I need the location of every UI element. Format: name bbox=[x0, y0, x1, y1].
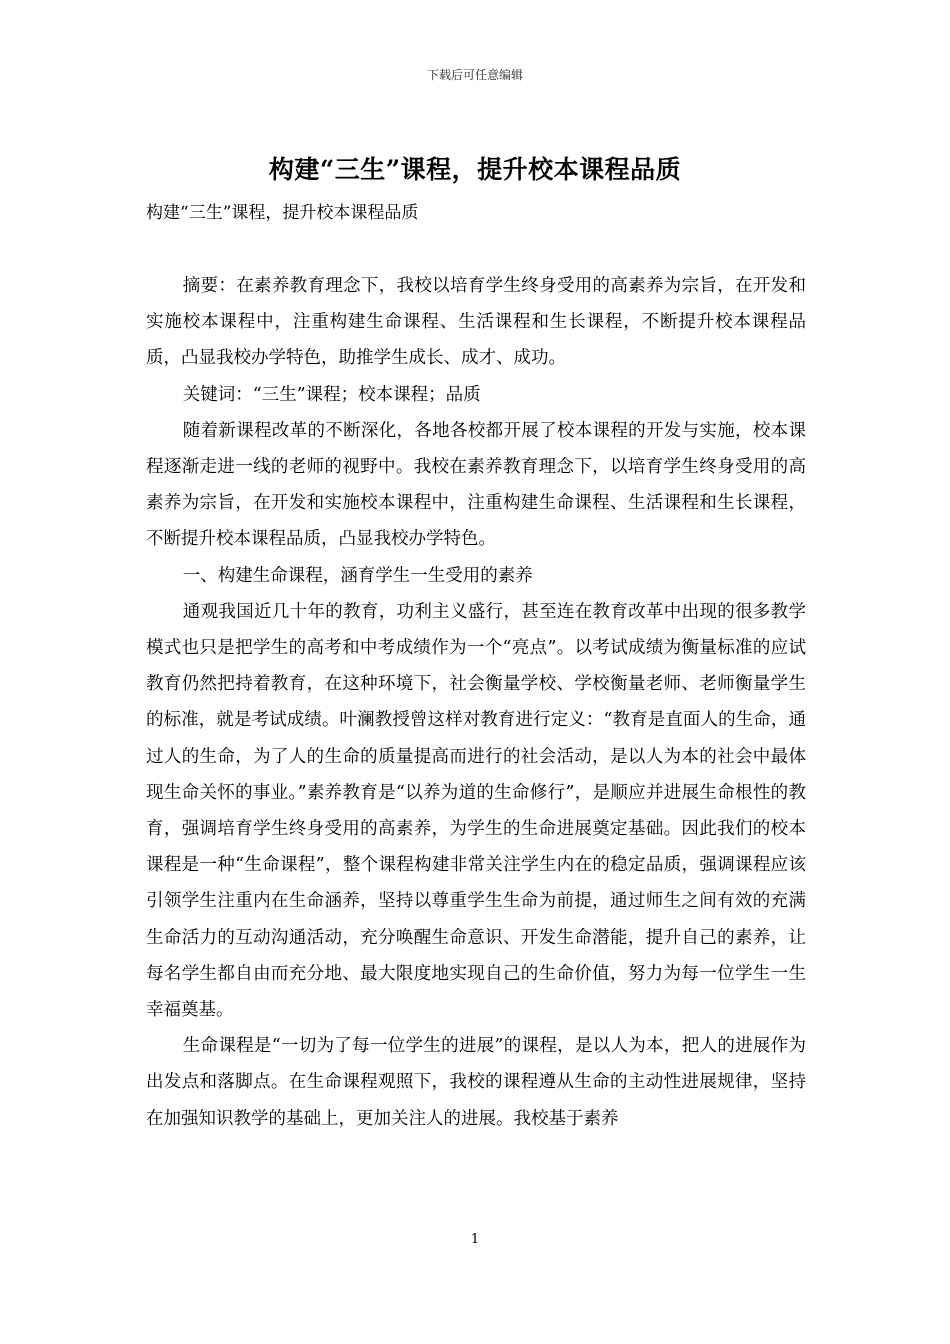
document-title: 构建“三生”课程，提升校本课程品质 bbox=[268, 155, 682, 184]
section-heading: 一、构建生命课程，涵育学生一生受用的素养 bbox=[182, 565, 533, 586]
page-number: 1 bbox=[470, 1232, 480, 1247]
body-text bbox=[146, 268, 806, 1137]
keywords-paragraph: 关键词：“三生”课程；校本课程；品质 bbox=[182, 384, 481, 405]
abstract-paragraph: 摘要：在素养教育理念下，我校以培育学生终身受用的高素养为宗旨，在开发和实施校本课程中，注重构建生命课程、生活课程和生长课程，不断提升校本课程品质，凸显我校办学特色，助推学生成长、成才、成功。 bbox=[146, 276, 806, 369]
body-paragraph: 生命课程是“一切为了每一位学生的进展”的课程，是以人为本，把人的进展作为出发点和落脚点。在生命课程观照下，我校的课程遵从生命的主动性进展规律，坚持在加强知识教学的基础上，更加关注人的进展。我校基于素养 bbox=[146, 1036, 806, 1129]
document-subtitle: 构建“三生”课程，提升校本课程品质 bbox=[146, 203, 419, 223]
intro-paragraph: 随着新课程改革的不断深化，各地各校都开展了校本课程的开发与实施，校本课程逐渐走进一线的老师的视野中。我校在素养教育理念下，以培育学生终身受用的高素养为宗旨，在开发和实施校本课程中，注重构建生命课程、生活课程和生长课程，不断提升校本课程品质，凸显我校办学特色。 bbox=[146, 420, 806, 550]
body-paragraph: 通观我国近几十年的教育，功利主义盛行，甚至连在教育改革中出现的很多教学模式也只是把学生的高考和中考成绩作为一个“亮点”。以考试成绩为衡量标准的应试教育仍然把持着教育，在这种环境下，社会衡量学校、学校衡量老师、老师衡量学生的标准，就是考试成绩。叶澜教授曾这样对教育进行定义：“教育是直面人的生命，通过人的生命，为了人的生命的质量提高而进行的社会活动，是以人为本的社会中最体现生命关怀的事业。”素养教育是“以养为道的生命修行”，是顺应并进展生命根性的教育，强调培育学生终身受用的高素养，为学生的生命进展奠定基础。因此我们的校本课程是一种“生命课程”，整个课程构建非常关注学生内在的稳定品质，强调课程应该引领学生注重内在生命涵养，坚持以尊重学生生命为前提，通过师生之间有效的充满生命活力的互动沟通活动，充分唤醒生命意识、开发生命潜能，提升自己的素养，让每名学生都自由而充分地、最大限度地实现自己的生命价值，努力为每一位学生一生幸福奠基。 bbox=[146, 601, 806, 1021]
header-note: 下载后可任意编辑 bbox=[426, 68, 523, 82]
